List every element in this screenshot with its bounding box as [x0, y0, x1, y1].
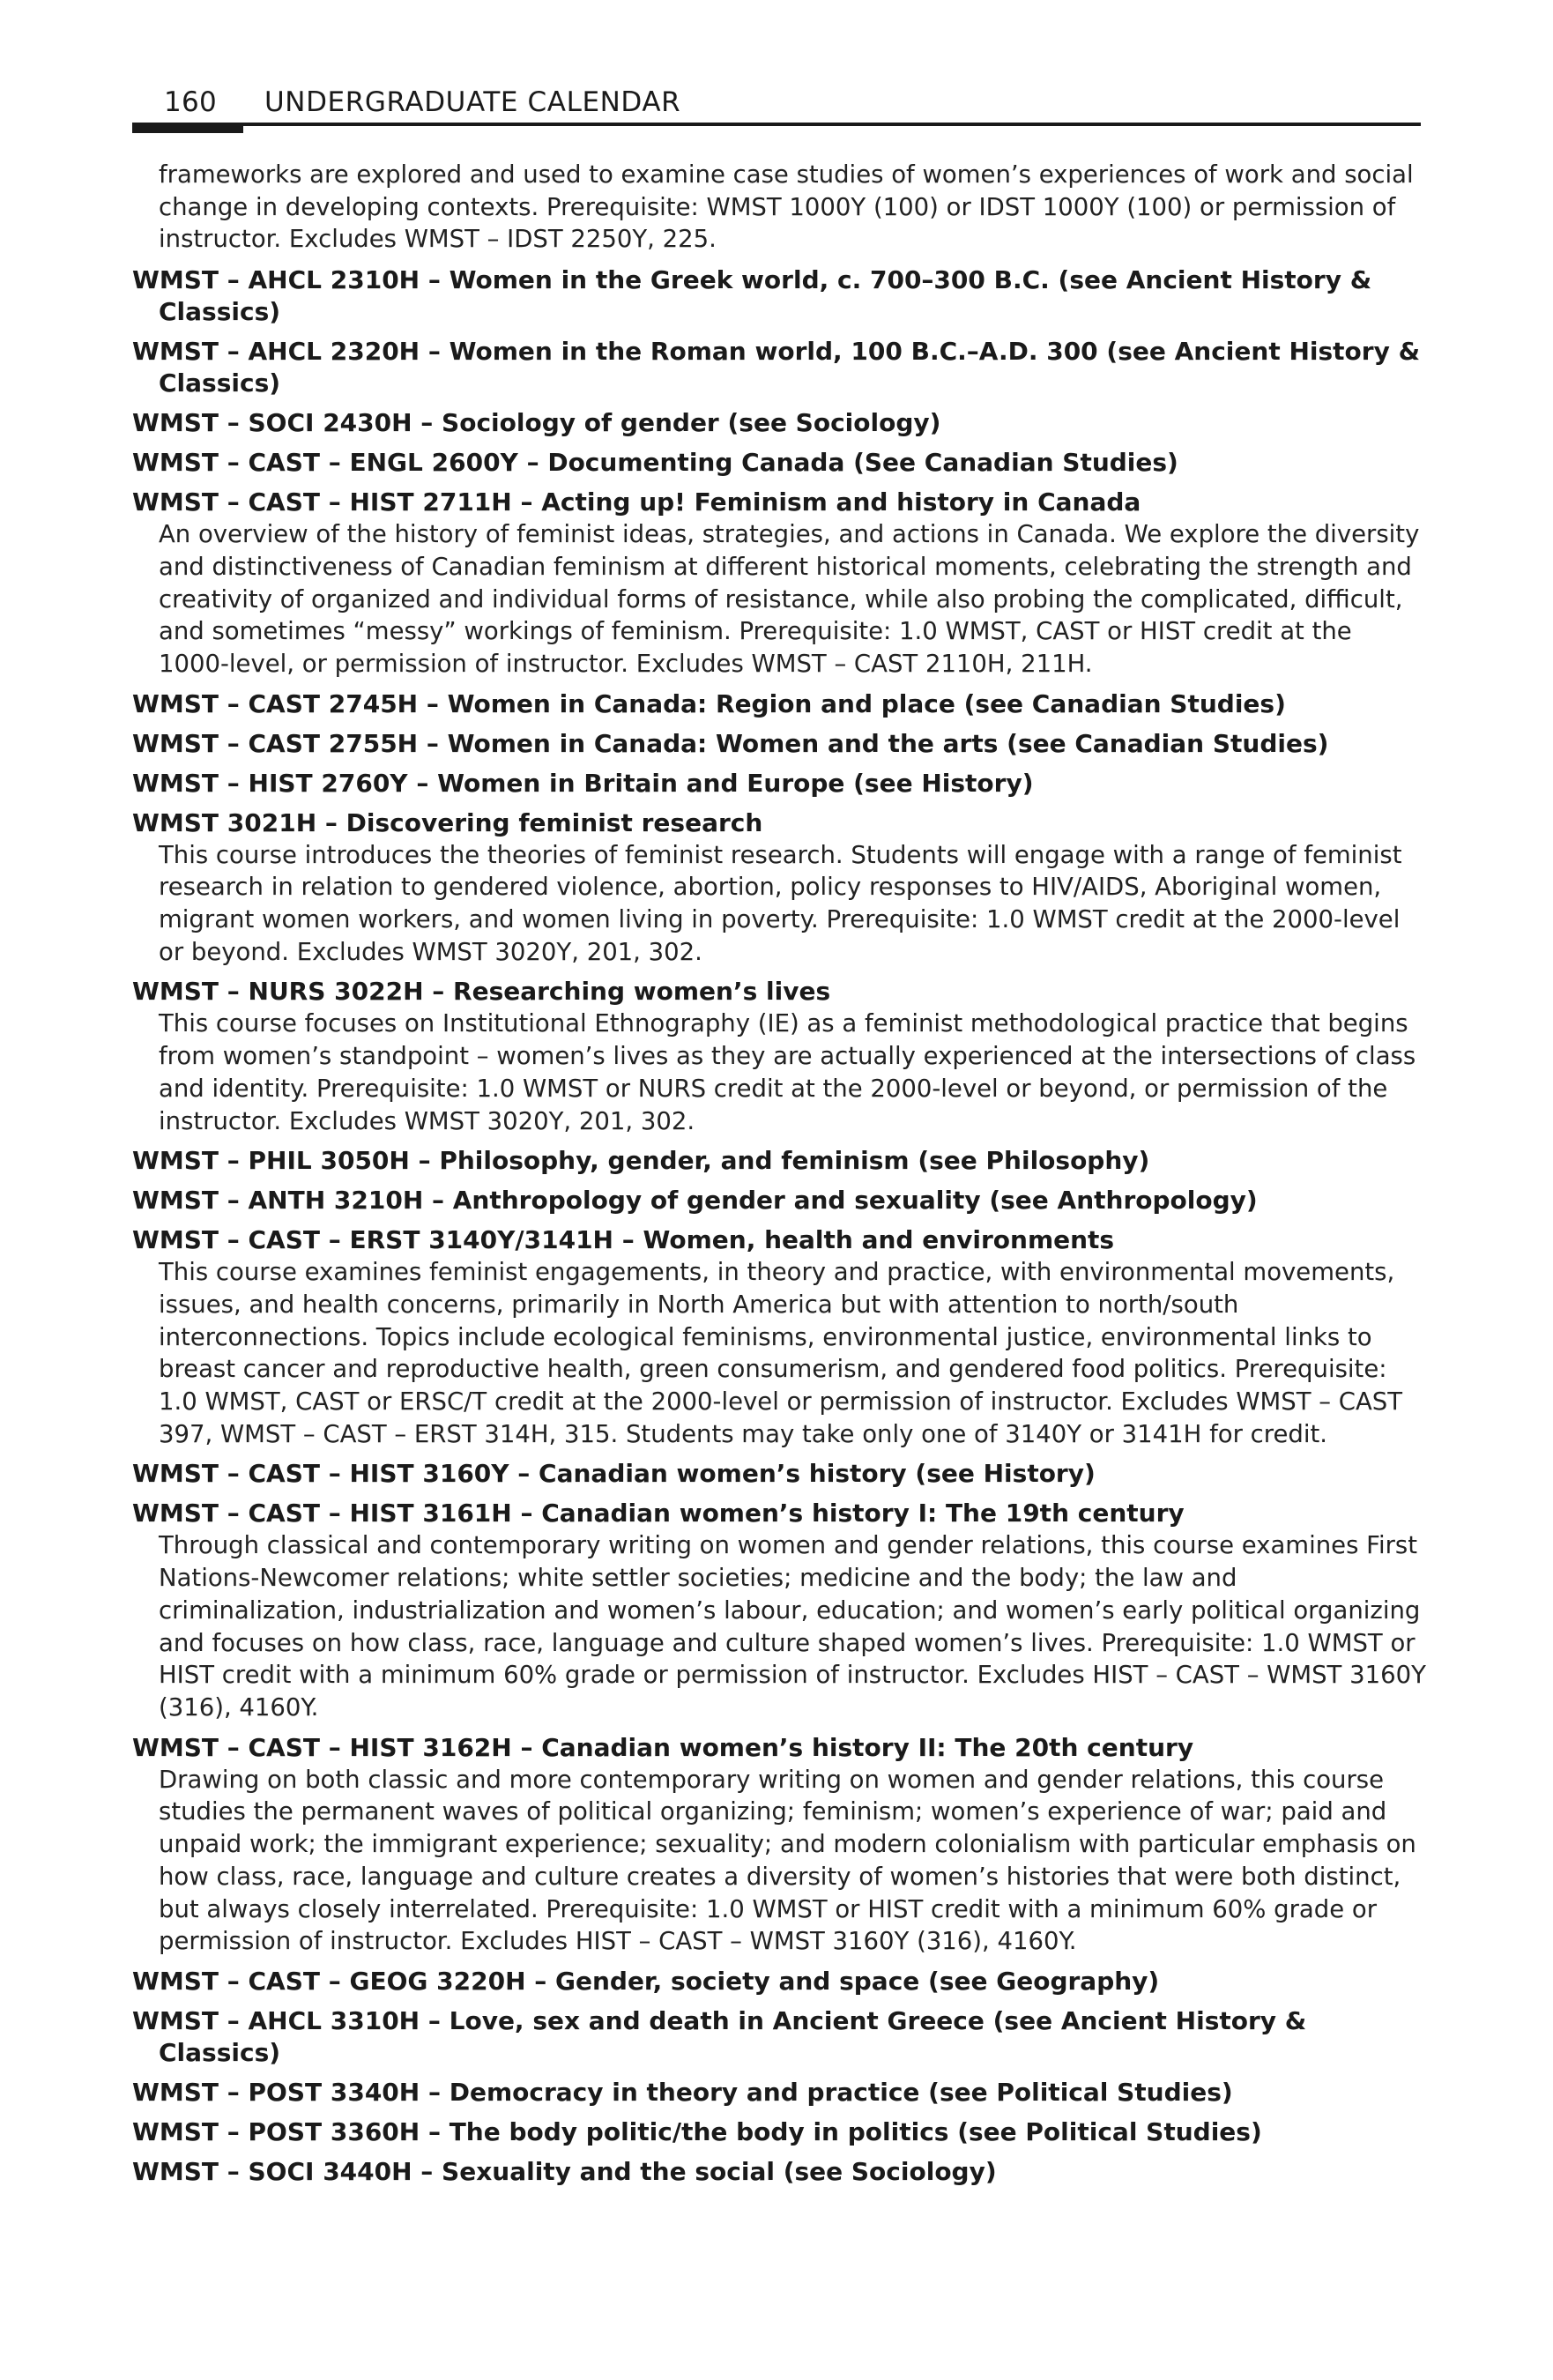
course-entry [132, 487, 1428, 681]
course-entry [132, 976, 1428, 1137]
course-entry [132, 264, 1428, 328]
course-description: This course introduces the theories of feminist research. Students will engage with a range of feminist research in relation to gendered violence, abortion, policy responses to HIV/AIDS, Aboriginal women, migrant women workers, and women living in poverty. Prerequisite: 1.0 WMST credit at the 2000-level or beyond. Excludes WMST 3020Y, 201, 302. [159, 840, 1402, 966]
course-entry [132, 407, 1428, 439]
course-entry [132, 1185, 1428, 1216]
page-number: 160 [164, 86, 218, 118]
course-title: WMST – CAST – GEOG 3220H – Gender, society and space (see Geography) [132, 1966, 1160, 1996]
course-title: WMST – AHCL 3310H – Love, sex and death in Ancient Greece (see Ancient History & Classics) [132, 2005, 1307, 2067]
course-entry [132, 1145, 1428, 1177]
course-title: WMST – SOCI 3440H – Sexuality and the social (see Sociology) [132, 2156, 997, 2186]
course-title: WMST – CAST 2745H – Women in Canada: Region and place (see Canadian Studies) [132, 688, 1286, 718]
course-title: WMST – CAST – HIST 3161H – Canadian women’s history I: The 19th century [132, 1499, 1185, 1528]
course-title: WMST – CAST – ENGL 2600Y – Documenting Canada (See Canadian Studies) [132, 448, 1178, 478]
course-entry [132, 2077, 1428, 2109]
course-title: WMST – CAST – HIST 3162H – Canadian women’s history II: The 20th century [132, 1732, 1194, 1762]
course-description: This course examines feminist engagements, in theory and practice, with environmental movements, issues, and health concerns, primarily in North America but with attention to north/south interconnections. Topics include ecological feminisms, environmental justice, environmental links to breast cancer and reproductive health, green consumerism, and gendered food politics. Prerequisite: 1.0 WMST, CAST or ERSC/T credit at the 2000-level or permission of instructor. Excludes WMST – CAST 397, WMST – CAST – ERST 314H, 315. Students may take only one of 3140Y or 3141H for credit. [159, 1258, 1403, 1448]
course-entry [132, 2156, 1428, 2188]
course-title: WMST – NURS 3022H – Researching women’s lives [132, 977, 831, 1007]
course-title: WMST – ANTH 3210H – Anthropology of gender and sexuality (see Anthropology) [132, 1186, 1258, 1216]
course-title: WMST – SOCI 2430H – Sociology of gender (see Sociology) [132, 408, 941, 438]
continuation-paragraph: frameworks are explored and used to examine case studies of women’s experiences of work and social change in developing contexts. Prerequisite: WMST 1000Y (100) or IDST 1000Y (100) or permission of instructor. Excludes WMST – IDST 2250Y, 225. [159, 160, 1414, 254]
page-header [132, 84, 1421, 128]
course-title: WMST – CAST – HIST 3160Y – Canadian women’s history (see History) [132, 1459, 1096, 1489]
course-entry [132, 1224, 1428, 1450]
course-title: WMST – AHCL 2310H – Women in the Greek world, c. 700–300 B.C. (see Ancient History & Classics) [132, 265, 1372, 327]
course-description: Drawing on both classic and more contemporary writing on women and gender relations, this course studies the permanent waves of political organizing; feminism; women’s experience of war; paid and unpaid work; the immigrant experience; sexuality; and modern colonialism with particular emphasis on how class, race, language and culture creates a diversity of women’s histories that were both distinct, but always closely interrelated. Prerequisite: 1.0 WMST or HIST credit with a minimum 60% grade or permission of instructor. Excludes HIST – CAST – WMST 3160Y (316), 4160Y. [159, 1765, 1416, 1956]
course-title: WMST – AHCL 2320H – Women in the Roman world, 100 B.C.–A.D. 300 (see Ancient History & Classics) [132, 337, 1421, 398]
course-entry [132, 336, 1428, 399]
course-entry [132, 2005, 1428, 2069]
course-title: WMST – CAST – ERST 3140Y/3141H – Women, health and environments [132, 1225, 1115, 1255]
course-entry [132, 1732, 1428, 1958]
course-entry [132, 1458, 1428, 1490]
course-entry [132, 768, 1428, 800]
course-title: WMST – CAST – HIST 2711H – Acting up! Feminism and history in Canada [132, 487, 1141, 517]
running-head: UNDERGRADUATE CALENDAR [264, 86, 681, 118]
course-entry [132, 688, 1428, 720]
course-entry [132, 807, 1428, 969]
header-tab-marker [132, 123, 243, 133]
course-entry [132, 1966, 1428, 1997]
course-entry [132, 1498, 1428, 1723]
course-description: An overview of the history of feminist ideas, strategies, and actions in Canada. We explore the diversity and distinctiveness of Canadian feminism at different historical moments, celebrating the strength and creativity of organized and individual forms of resistance, while also probing the complicated, difficult, and sometimes “messy” workings of feminism. Prerequisite: 1.0 WMST, CAST or HIST credit at the 1000-level, or permission of instructor. Excludes WMST – CAST 2110H, 211H. [159, 520, 1420, 678]
course-title: WMST – HIST 2760Y – Women in Britain and Europe (see History) [132, 768, 1034, 798]
course-entry [132, 2116, 1428, 2148]
course-entry [132, 447, 1428, 479]
course-description: This course focuses on Institutional Ethnography (IE) as a feminist methodological practice that begins from women’s standpoint – women’s lives as they are actually experienced at the intersections of class and identity. Prerequisite: 1.0 WMST or NURS credit at the 2000-level or beyond, or permission of the instructor. Excludes WMST 3020Y, 201, 302. [159, 1009, 1416, 1135]
course-description: Through classical and contemporary writing on women and gender relations, this course examines First Nations-Newcomer relations; white settler societies; medicine and the body; the law and criminalization, industrialization and women’s labour, education; and women’s early political organizing and focuses on how class, race, language and culture shaped women’s lives. Prerequisite: 1.0 WMST or HIST credit with a minimum 60% grade or permission of instructor. Excludes HIST – CAST – WMST 3160Y (316), 4160Y. [159, 1531, 1426, 1722]
course-title: WMST – POST 3360H – The body politic/the body in politics (see Political Studies) [132, 2116, 1262, 2146]
course-title: WMST – PHIL 3050H – Philosophy, gender, and feminism (see Philosophy) [132, 1146, 1150, 1176]
course-title: WMST 3021H – Discovering feminist research [132, 807, 763, 837]
course-title: WMST – POST 3340H – Democracy in theory and practice (see Political Studies) [132, 2077, 1233, 2107]
header-rule [132, 123, 1421, 126]
course-entry [132, 728, 1428, 760]
course-listing [132, 159, 1428, 2196]
course-title: WMST – CAST 2755H – Women in Canada: Women and the arts (see Canadian Studies) [132, 728, 1329, 758]
